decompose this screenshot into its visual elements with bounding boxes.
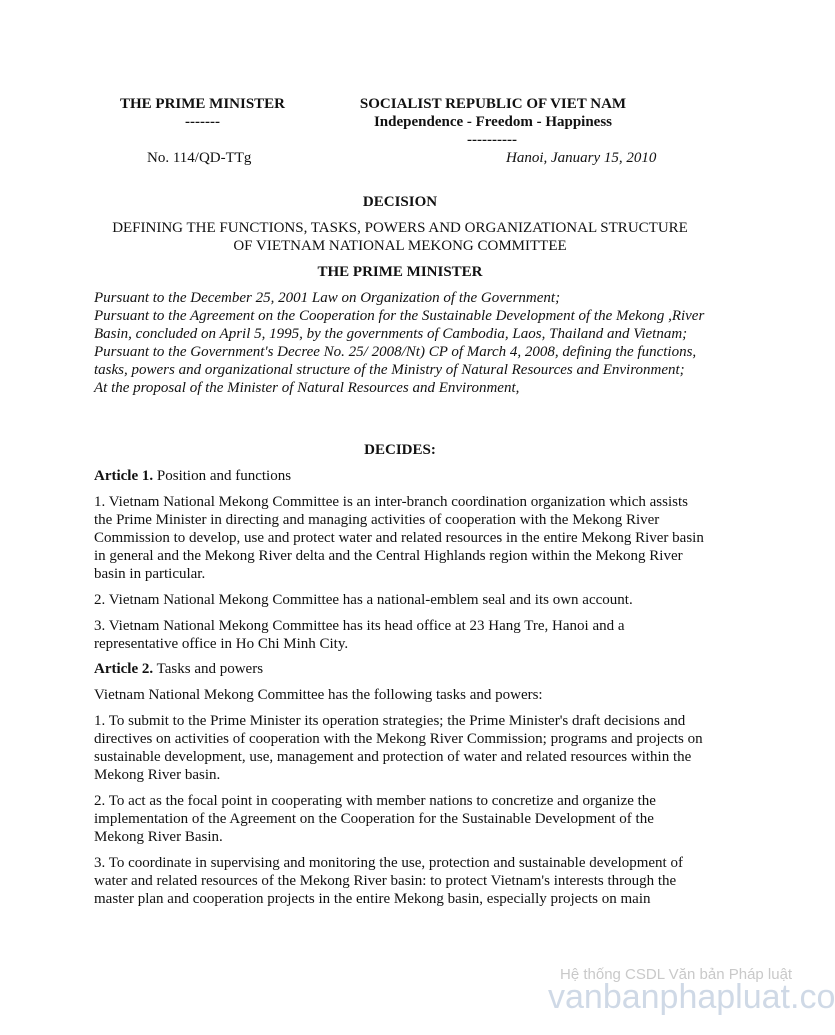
article-2-clause-2: 2. To act as the focal point in cooperating with member nations to concretize and organize the implementation of the Agreement on the Cooperation for the Sustainable Development of the Mekong River Basin. bbox=[94, 793, 656, 845]
article-1-title: Position and functions bbox=[153, 468, 292, 484]
preamble-law: Pursuant to the December 25, 2001 Law on Organization of the Government; bbox=[94, 290, 561, 306]
article-2-clause-3: 3. To coordinate in supervising and monitoring the use, protection and sustainable development of water and related resources of the Mekong River basin: to protect Vietnam's interests through the master plan and cooperation projects in the entire Mekong basin, especially projects on main bbox=[94, 855, 683, 907]
document-date: Hanoi, January 15, 2010 bbox=[506, 150, 657, 166]
preamble-proposal: At the proposal of the Minister of Natural Resources and Environment, bbox=[94, 380, 520, 396]
article-2 bbox=[94, 660, 706, 908]
article-1-label: Article 1. bbox=[94, 468, 154, 484]
article-1 bbox=[94, 467, 706, 653]
country-title: SOCIALIST REPUBLIC OF VIET NAM bbox=[359, 96, 627, 112]
issuer-title: THE PRIME MINISTER bbox=[119, 96, 286, 112]
article-2-heading bbox=[94, 660, 706, 678]
article-1-clause-3: 3. Vietnam National Mekong Committee has its head office at 23 Hang Tre, Hanoi and a representative office in Ho Chi Minh City. bbox=[94, 618, 625, 652]
article-2-intro: Vietnam National Mekong Committee has the following tasks and powers: bbox=[94, 687, 543, 703]
decision-subtitle-line2: OF VIETNAM NATIONAL MEKONG COMMITTEE bbox=[233, 238, 567, 254]
article-2-title: Tasks and powers bbox=[153, 661, 264, 677]
issuer-separator: ------- bbox=[185, 114, 220, 130]
article-1-clause-2: 2. Vietnam National Mekong Committee has a national-emblem seal and its own account. bbox=[94, 592, 633, 608]
decides-heading: DECIDES: bbox=[364, 442, 436, 458]
decision-subtitle-line1: DEFINING THE FUNCTIONS, TASKS, POWERS AND ORGANIZATIONAL STRUCTURE bbox=[112, 220, 688, 236]
preamble bbox=[94, 289, 706, 397]
preamble-agreement: Pursuant to the Agreement on the Cooperation for the Sustainable Development of the Mekong ,River Basin, concluded on April 5, 1995, by the governments of Cambodia, Laos, Thailand and Vietnam; bbox=[94, 308, 705, 342]
national-motto: Independence - Freedom - Happiness bbox=[373, 114, 613, 130]
issuer-header bbox=[100, 95, 305, 131]
article-1-heading bbox=[94, 467, 706, 485]
watermark-caption: Hệ thống CSDL Văn bản Pháp luật bbox=[560, 966, 793, 983]
decision-title: DECISION bbox=[362, 194, 438, 210]
issuer-heading: THE PRIME MINISTER bbox=[317, 264, 483, 280]
watermark-site: vanbanphapluat.co bbox=[548, 978, 835, 1016]
document-number: No. 114/QD-TTg bbox=[147, 150, 252, 166]
article-2-clause-1: 1. To submit to the Prime Minister its operation strategies; the Prime Minister's draft decisions and directives on activities of cooperation with the Mekong River Commission; programs and projects on sustainable development, use, management and protection of water and related resources within the Mekong River basin. bbox=[94, 713, 703, 783]
article-2-label: Article 2. bbox=[94, 661, 154, 677]
motto-separator: ---------- bbox=[467, 132, 517, 148]
preamble-decree: Pursuant to the Government's Decree No. 25/ 2008/Nt) CP of March 4, 2008, defining the functions, tasks, powers and organizational structure of the Ministry of Natural Resources and Environment; bbox=[94, 344, 697, 378]
national-header bbox=[333, 95, 653, 149]
article-1-clause-1: 1. Vietnam National Mekong Committee is an inter-branch coordination organization which assists the Prime Minister in directing and managing activities of cooperation with the Mekong River Commission to develop, use and protect water and related resources in the entire Mekong River basin in general and the Mekong River delta and the Central Highlands region within the Mekong River basin in particular. bbox=[94, 494, 704, 582]
